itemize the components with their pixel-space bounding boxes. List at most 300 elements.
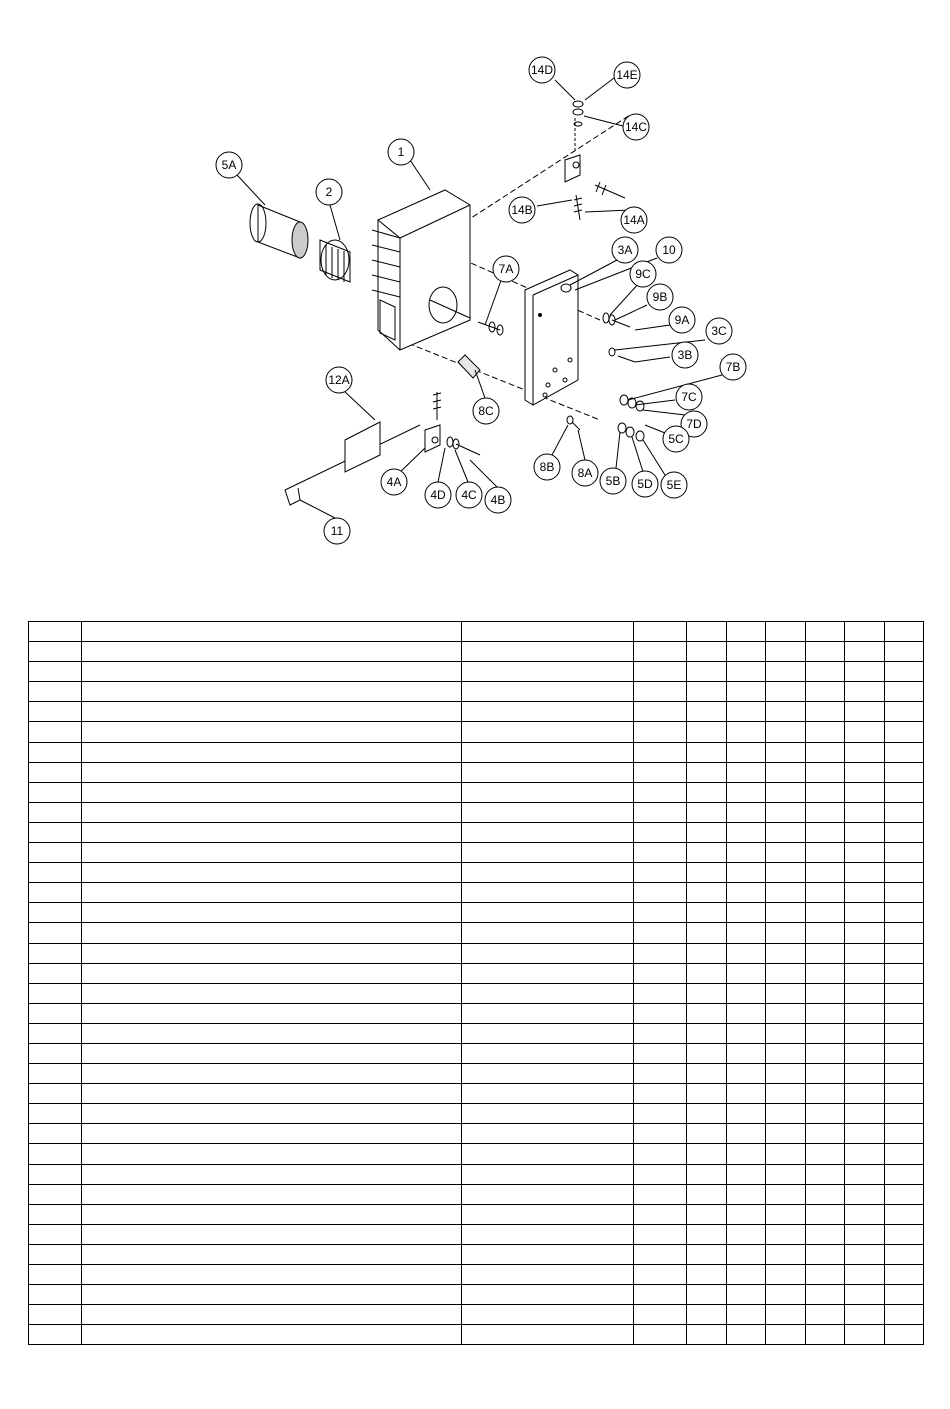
table-cell [687, 722, 727, 742]
table-cell [806, 1064, 845, 1084]
centerline-top [465, 115, 630, 222]
table-cell [806, 1224, 845, 1244]
table-cell [462, 1325, 634, 1345]
table-cell [462, 863, 634, 883]
table-cell [29, 1164, 82, 1184]
table-cell [727, 903, 766, 923]
table-cell [885, 843, 924, 863]
table-cell [634, 1305, 687, 1325]
table-cell [462, 903, 634, 923]
table-cell [462, 1305, 634, 1325]
table-cell [687, 682, 727, 702]
table-cell [462, 782, 634, 802]
table-cell [29, 782, 82, 802]
table-cell [82, 1043, 462, 1063]
table-cell [845, 822, 885, 842]
table-row [29, 1244, 924, 1264]
callout-8a [572, 460, 598, 486]
table-cell [82, 1265, 462, 1285]
table-cell [806, 983, 845, 1003]
callout-label: 5C [668, 432, 684, 446]
table-cell [82, 722, 462, 742]
table-cell [687, 1064, 727, 1084]
table-cell [727, 782, 766, 802]
table-row [29, 802, 924, 822]
table-cell [806, 1305, 845, 1325]
table-cell [462, 1043, 634, 1063]
table-cell [845, 662, 885, 682]
table-cell [885, 1003, 924, 1023]
table-cell [687, 1204, 727, 1224]
table-cell [687, 782, 727, 802]
table-cell [634, 1023, 687, 1043]
callout-14e [614, 62, 640, 88]
callout-7c [676, 384, 702, 410]
callout-label: 8A [577, 466, 593, 480]
table-cell [766, 1064, 806, 1084]
table-cell [82, 702, 462, 722]
leader-line [643, 440, 665, 475]
table-cell [82, 1124, 462, 1144]
table-cell [82, 822, 462, 842]
callout-label: 5A [221, 158, 237, 172]
table-cell [766, 883, 806, 903]
table-cell [82, 943, 462, 963]
callout-label: 4B [490, 493, 506, 507]
table-cell [885, 802, 924, 822]
table-cell [462, 1084, 634, 1104]
table-cell [82, 863, 462, 883]
table-cell [29, 1184, 82, 1204]
table-cell [727, 722, 766, 742]
table-cell [885, 1164, 924, 1184]
table-row [29, 1204, 924, 1224]
table-cell [634, 622, 687, 642]
callout-1 [388, 139, 414, 165]
table-cell [29, 1104, 82, 1124]
leader-line [438, 448, 445, 482]
callout-label: 5B [605, 474, 621, 488]
table-cell [29, 622, 82, 642]
table-cell [727, 923, 766, 943]
table-cell [806, 702, 845, 722]
table-cell [727, 1124, 766, 1144]
table-cell [82, 1104, 462, 1124]
table-cell [845, 1084, 885, 1104]
leader-line [584, 116, 623, 126]
table-row [29, 1265, 924, 1285]
table-cell [634, 1204, 687, 1224]
table-cell [687, 1104, 727, 1124]
table-cell [806, 762, 845, 782]
table-cell [82, 802, 462, 822]
table-cell [845, 863, 885, 883]
callout-8c [473, 398, 499, 424]
table-cell [845, 1285, 885, 1305]
table-cell [687, 1224, 727, 1244]
leader-line [300, 500, 335, 518]
capacitor-part [250, 204, 308, 258]
table-cell [687, 642, 727, 662]
table-cell [462, 762, 634, 782]
table-cell [82, 642, 462, 662]
table-cell [806, 883, 845, 903]
leader-line [578, 430, 585, 460]
table-cell [727, 1023, 766, 1043]
table-cell [634, 762, 687, 782]
table-cell [885, 943, 924, 963]
table-cell [766, 642, 806, 662]
table-cell [845, 843, 885, 863]
callout-label: 1 [397, 145, 405, 159]
table-cell [82, 1224, 462, 1244]
table-cell [885, 1084, 924, 1104]
table-cell [462, 943, 634, 963]
table-cell [806, 1043, 845, 1063]
table-cell [29, 843, 82, 863]
table-cell [634, 662, 687, 682]
callout-label: 12A [328, 373, 350, 387]
table-cell [845, 1124, 885, 1144]
table-cell [845, 923, 885, 943]
table-row [29, 1164, 924, 1184]
table-cell [462, 822, 634, 842]
callout-label: 7B [725, 360, 741, 374]
exploded-parts-diagram [0, 0, 950, 580]
table-cell [885, 1325, 924, 1345]
callout-3a [612, 237, 638, 263]
table-cell [634, 742, 687, 762]
table-cell [766, 662, 806, 682]
table-cell [634, 1064, 687, 1084]
table-cell [885, 1104, 924, 1124]
table-cell [885, 622, 924, 642]
callout-label: 14C [624, 120, 648, 134]
table-cell [806, 1244, 845, 1264]
table-row [29, 883, 924, 903]
table-cell [845, 883, 885, 903]
table-cell [82, 622, 462, 642]
table-cell [634, 1265, 687, 1285]
table-cell [885, 1064, 924, 1084]
heatsink-part [372, 190, 470, 350]
table-cell [29, 802, 82, 822]
leader-line [537, 200, 572, 206]
table-cell [727, 983, 766, 1003]
table-row [29, 1325, 924, 1345]
table-cell [634, 1043, 687, 1063]
table-cell [29, 1144, 82, 1164]
table-cell [885, 1144, 924, 1164]
table-cell [82, 963, 462, 983]
table-cell [885, 722, 924, 742]
table-cell [845, 903, 885, 923]
table-cell [462, 742, 634, 762]
table-cell [462, 702, 634, 722]
table-cell [29, 642, 82, 662]
table-cell [885, 883, 924, 903]
table-cell [634, 943, 687, 963]
table-cell [687, 1043, 727, 1063]
table-cell [727, 622, 766, 642]
table-cell [462, 1124, 634, 1144]
callout-label: 4D [430, 488, 446, 502]
table-cell [462, 983, 634, 1003]
table-cell [806, 802, 845, 822]
table-cell [806, 1164, 845, 1184]
table-cell [82, 1064, 462, 1084]
table-cell [766, 923, 806, 943]
table-cell [687, 742, 727, 762]
table-cell [687, 1285, 727, 1305]
callout-7a [493, 256, 519, 282]
table-cell [806, 682, 845, 702]
table-row [29, 702, 924, 722]
table-cell [766, 802, 806, 822]
table-row [29, 1184, 924, 1204]
table-cell [82, 1184, 462, 1204]
table-cell [687, 983, 727, 1003]
callout-label: 3B [677, 348, 693, 362]
table-cell [727, 1084, 766, 1104]
table-cell [29, 702, 82, 722]
callout-label: 14B [511, 203, 533, 217]
table-cell [727, 1064, 766, 1084]
table-cell [634, 1084, 687, 1104]
table-cell [806, 1184, 845, 1204]
table-cell [82, 742, 462, 762]
table-cell [727, 1325, 766, 1345]
table-cell [845, 702, 885, 722]
table-cell [806, 863, 845, 883]
table-cell [462, 1285, 634, 1305]
table-cell [82, 903, 462, 923]
table-cell [634, 722, 687, 742]
table-cell [806, 943, 845, 963]
table-cell [727, 642, 766, 662]
table-cell [462, 1265, 634, 1285]
table-cell [806, 782, 845, 802]
table-cell [29, 1244, 82, 1264]
table-cell [845, 943, 885, 963]
table-cell [634, 843, 687, 863]
callout-12a [326, 367, 352, 393]
table-cell [634, 1325, 687, 1345]
table-row [29, 843, 924, 863]
leader-line [330, 205, 340, 240]
bolt-7a-part [478, 322, 503, 335]
table-cell [845, 1325, 885, 1345]
table-cell [634, 682, 687, 702]
table-cell [845, 802, 885, 822]
table-cell [29, 923, 82, 943]
table-cell [885, 1023, 924, 1043]
table-cell [885, 923, 924, 943]
table-cell [29, 883, 82, 903]
table-cell [634, 1224, 687, 1244]
table-cell [885, 1285, 924, 1305]
table-cell [727, 1184, 766, 1204]
callout-label: 7A [498, 262, 514, 276]
table-cell [29, 1265, 82, 1285]
callout-11 [324, 518, 350, 544]
table-cell [82, 782, 462, 802]
callout-5e [661, 472, 687, 498]
table-cell [634, 702, 687, 722]
leader-line [635, 357, 670, 362]
callout-label: 4C [461, 488, 477, 502]
table-cell [806, 1084, 845, 1104]
table-row [29, 1064, 924, 1084]
table-cell [806, 1265, 845, 1285]
table-cell [766, 762, 806, 782]
table-row [29, 1043, 924, 1063]
leader-line [455, 450, 468, 482]
table-cell [727, 1204, 766, 1224]
table-cell [845, 1204, 885, 1224]
table-cell [29, 682, 82, 702]
table-cell [82, 1084, 462, 1104]
table-cell [845, 1023, 885, 1043]
table-cell [82, 1204, 462, 1224]
table-cell [634, 883, 687, 903]
table-cell [29, 1003, 82, 1023]
table-row [29, 1224, 924, 1244]
table-cell [806, 1144, 845, 1164]
table-cell [29, 762, 82, 782]
table-cell [29, 1305, 82, 1325]
table-cell [806, 963, 845, 983]
table-cell [687, 822, 727, 842]
table-cell [462, 923, 634, 943]
table-cell [806, 903, 845, 923]
table-cell [29, 1325, 82, 1345]
table-cell [82, 1144, 462, 1164]
table-cell [766, 983, 806, 1003]
callout-label: 9C [635, 267, 651, 281]
table-cell [766, 1244, 806, 1264]
table-cell [29, 863, 82, 883]
table-cell [766, 1084, 806, 1104]
callout-5a [216, 152, 242, 178]
callout-14d [529, 57, 555, 83]
table-cell [462, 662, 634, 682]
table-row [29, 642, 924, 662]
table-cell [727, 943, 766, 963]
table-cell [634, 802, 687, 822]
table-cell [462, 1064, 634, 1084]
table-cell [82, 1164, 462, 1184]
callout-label: 7C [681, 390, 697, 404]
table-cell [82, 883, 462, 903]
table-row [29, 923, 924, 943]
table-cell [462, 722, 634, 742]
callout-3c [706, 318, 732, 344]
table-cell [806, 1204, 845, 1224]
callout-9b [647, 284, 673, 310]
table-cell [766, 903, 806, 923]
leader-line [616, 432, 620, 468]
table-cell [727, 883, 766, 903]
table-cell [687, 883, 727, 903]
table-cell [885, 822, 924, 842]
table-cell [845, 722, 885, 742]
table-row [29, 762, 924, 782]
callout-5c [663, 426, 689, 452]
table-cell [845, 642, 885, 662]
table-row [29, 1023, 924, 1043]
table-cell [885, 1043, 924, 1063]
table-cell [634, 903, 687, 923]
table-cell [806, 622, 845, 642]
table-cell [727, 1043, 766, 1063]
table-cell [766, 1144, 806, 1164]
table-cell [82, 983, 462, 1003]
table-cell [845, 1305, 885, 1325]
table-cell [766, 742, 806, 762]
table-cell [806, 722, 845, 742]
table-cell [885, 782, 924, 802]
table-cell [634, 1104, 687, 1124]
table-cell [806, 742, 845, 762]
callout-label: 5E [666, 478, 682, 492]
table-cell [727, 802, 766, 822]
table-cell [766, 1164, 806, 1184]
table-cell [845, 682, 885, 702]
callout-label: 14D [530, 63, 554, 77]
table-cell [727, 662, 766, 682]
table-cell [687, 923, 727, 943]
table-cell [634, 863, 687, 883]
leader-line [585, 210, 630, 212]
parts-list-table [28, 621, 924, 1345]
leader-line [570, 260, 617, 285]
table-cell [634, 963, 687, 983]
table-cell [806, 1023, 845, 1043]
table-cell [29, 1285, 82, 1305]
table-cell [885, 1184, 924, 1204]
table-cell [766, 1043, 806, 1063]
table-cell [687, 1164, 727, 1184]
table-cell [462, 642, 634, 662]
table-cell [82, 1325, 462, 1345]
table-cell [462, 843, 634, 863]
table-cell [634, 923, 687, 943]
table-cell [845, 782, 885, 802]
parts-list-table-container [28, 621, 923, 1345]
table-cell [687, 702, 727, 722]
table-row [29, 943, 924, 963]
callout-label: 14A [623, 213, 645, 227]
table-cell [806, 843, 845, 863]
table-cell [766, 843, 806, 863]
callout-9a [669, 307, 695, 333]
table-cell [634, 1144, 687, 1164]
table-cell [806, 1285, 845, 1305]
table-cell [29, 662, 82, 682]
table-cell [687, 1003, 727, 1023]
table-cell [634, 1003, 687, 1023]
leader-line [555, 80, 575, 100]
table-row [29, 782, 924, 802]
table-cell [687, 943, 727, 963]
table-cell [727, 1144, 766, 1164]
table-row [29, 722, 924, 742]
leader-line [410, 160, 430, 190]
table-cell [82, 923, 462, 943]
table-cell [462, 1023, 634, 1043]
table-row [29, 1104, 924, 1124]
